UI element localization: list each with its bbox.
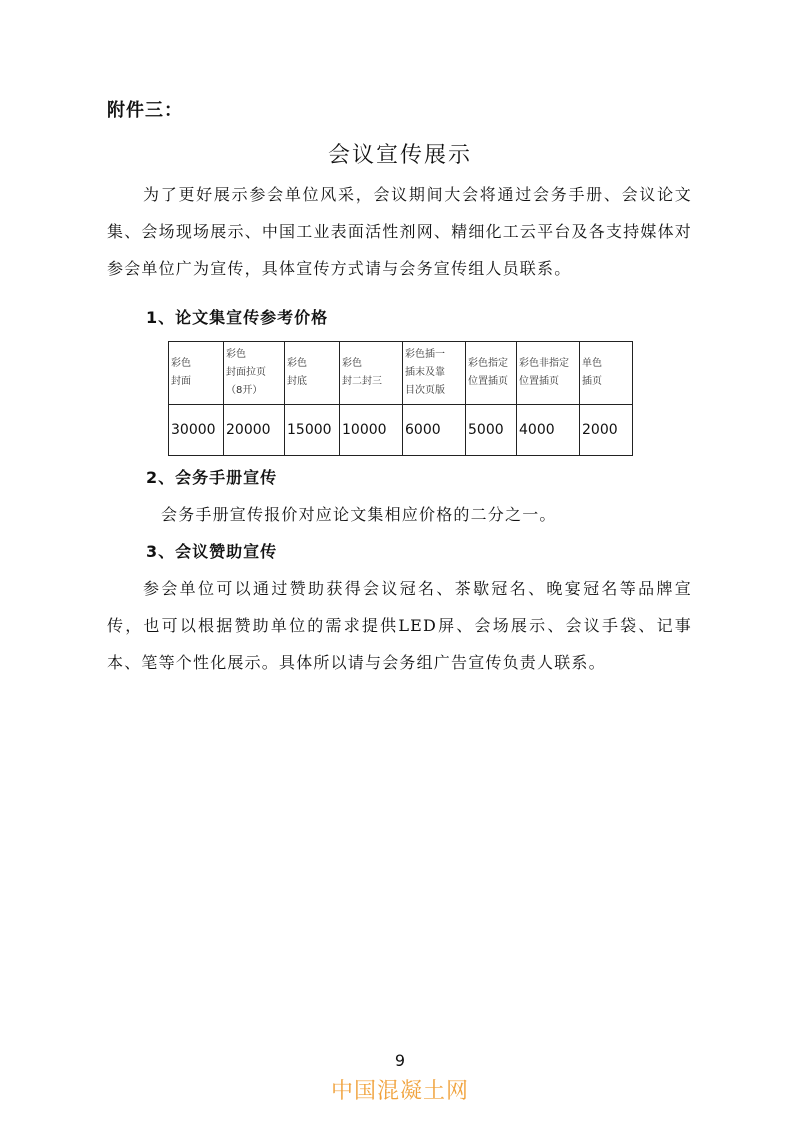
header-cell-unfixed-insert: 彩色非指定 位置插页 [517,342,580,405]
price-cell: 15000 [285,405,340,456]
watermark-logo-text: 中国混凝土网 [330,1079,469,1104]
header-cell-cover: 彩色 封面 [169,342,224,405]
header-cell-mono-insert: 单色 插页 [580,342,633,405]
price-cell: 10000 [340,405,403,456]
price-cell: 20000 [224,405,285,456]
price-cell: 5000 [466,405,517,456]
price-cell: 6000 [403,405,466,456]
section-heading-handbook: 2、会务手册宣传 [146,468,278,487]
price-table-header-row [169,342,633,405]
price-table-value-row [169,405,633,456]
price-cell: 30000 [169,405,224,456]
intro-paragraph: 为了更好展示参会单位风采，会议期间大会将通过会务手册、会议论文集、会场现场展示、中国工业表面活性剂网、精细化工云平台及各支持媒体对参会单位广为宣传，具体宣传方式请与会务宣传组人员联系。 [107,185,692,278]
attachment-label: 附件三： [107,100,183,121]
page-title: 会议宣传展示 [327,143,472,168]
price-cell: 2000 [580,405,633,456]
header-cell-fixed-insert: 彩色指定 位置插页 [466,342,517,405]
header-cell-cover-foldout: 彩色 封面拉页 （8开） [224,342,285,405]
handbook-paragraph: 会务手册宣传报价对应论文集相应价格的二分之一。 [161,505,557,524]
price-cell: 4000 [517,405,580,456]
section-heading-sponsorship: 3、会议赞助宣传 [146,542,278,561]
header-cell-insert-first-last: 彩色插一 插末及靠 目次页版 [403,342,466,405]
sponsorship-paragraph: 参会单位可以通过赞助获得会议冠名、茶歇冠名、晚宴冠名等品牌宣传，也可以根据赞助单位的需求提供LED屏、会场展示、会议手袋、记事本、笔等个性化展示。具体所以请与会务组广告宣传负责人联系。 [107,579,692,672]
header-cell-inside-covers: 彩色 封二封三 [340,342,403,405]
section-heading-price: 1、论文集宣传参考价格 [146,308,329,327]
price-table [168,341,633,456]
page-number: 9 [394,1051,406,1070]
header-cell-back-cover: 彩色 封底 [285,342,340,405]
